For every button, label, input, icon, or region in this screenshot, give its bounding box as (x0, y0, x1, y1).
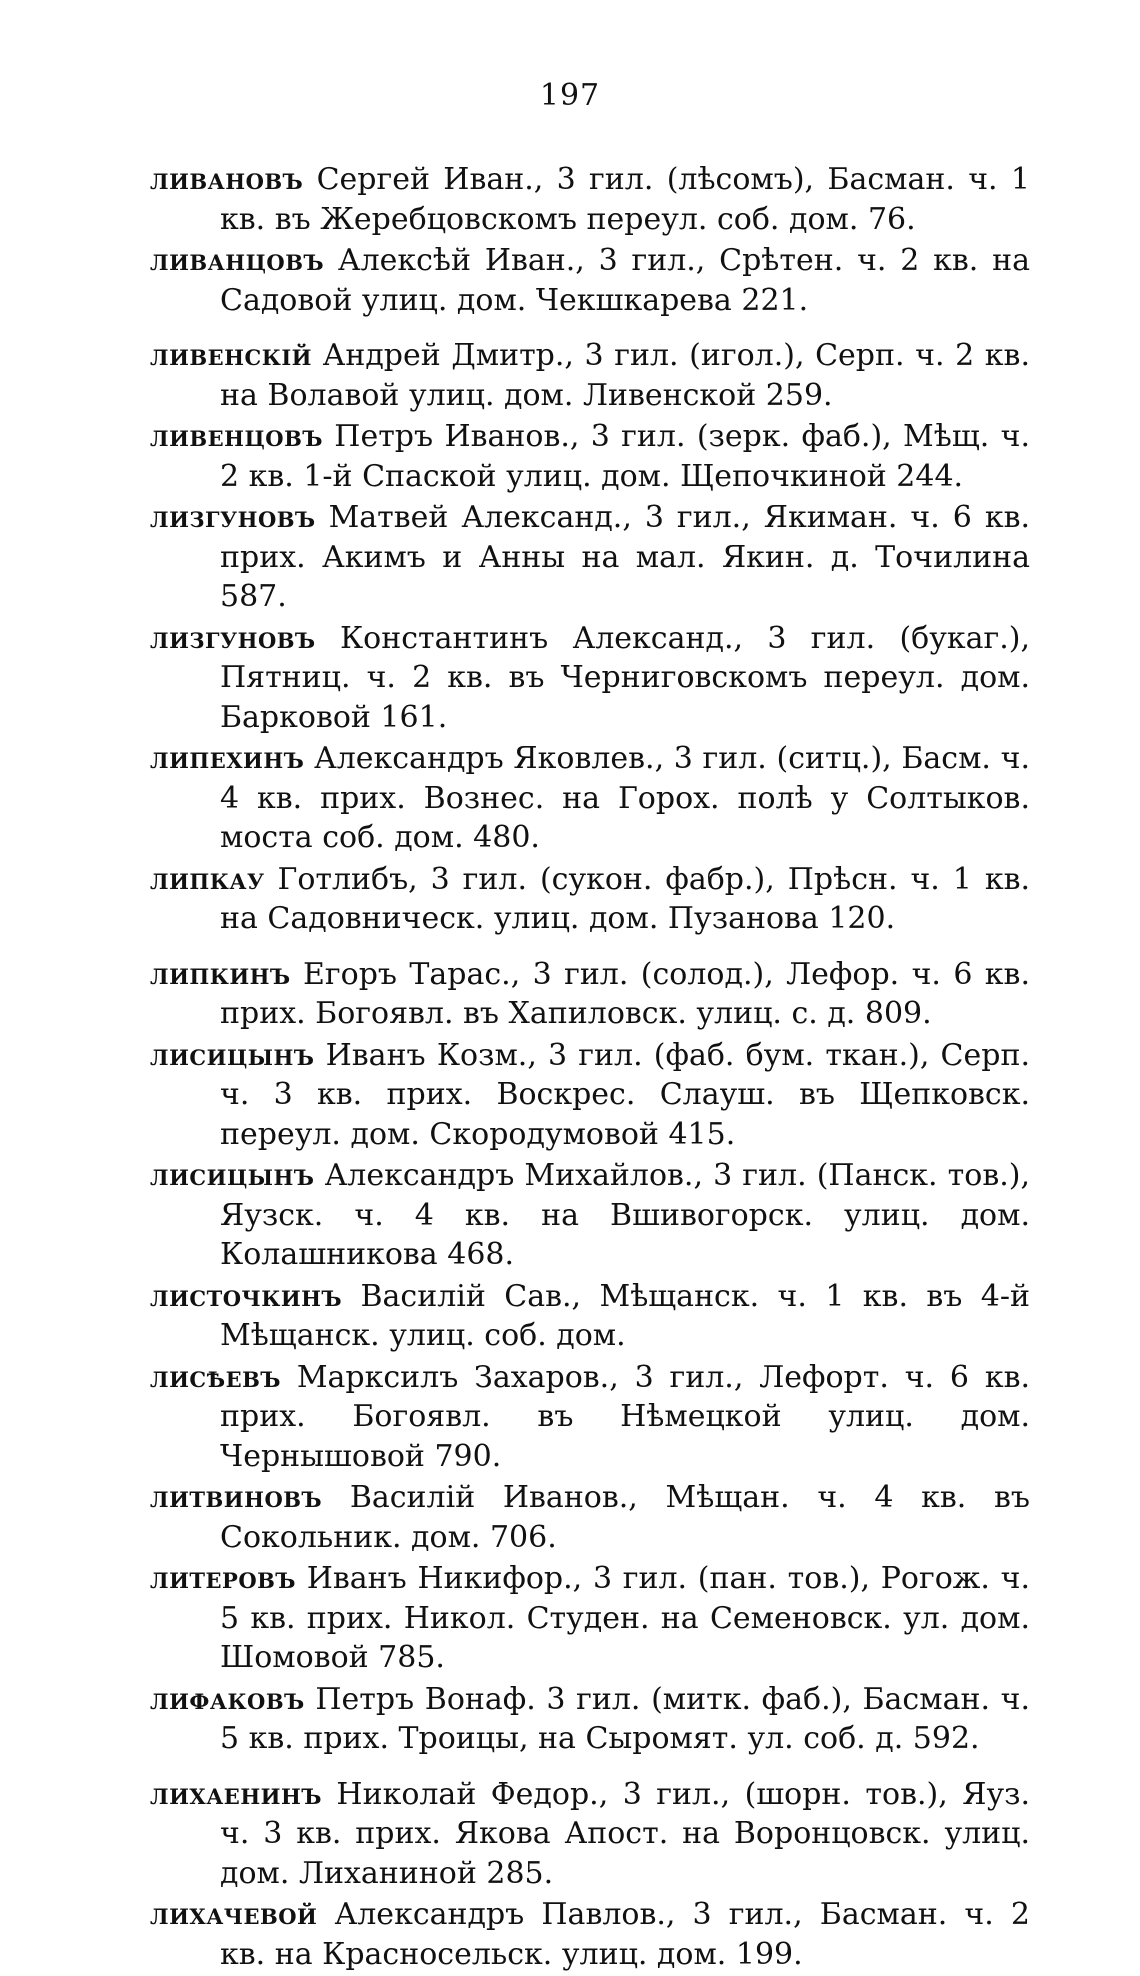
entry-surname: липкау (150, 861, 265, 897)
entry-details: Василій Иванов., Мѣщан. ч. 4 кв. въ Сокольник. дом. 706. (220, 1480, 1030, 1555)
directory-entry (150, 619, 1030, 738)
entry-details: Константинъ Александ., 3 гил. (букаг.), Пятниц. ч. 2 кв. въ Черниговскомъ переул. дом. Барковой 161. (220, 620, 1030, 735)
directory-entry (150, 417, 1030, 496)
directory-entry (150, 1156, 1030, 1275)
entry-details: Готлибъ, 3 гил. (сукон. фабр.), Прѣсн. ч. 1 кв. на Садовническ. улиц. дом. Пузанова 120. (220, 861, 1030, 936)
entry-details: Александръ Яковлев., 3 гил. (ситц.), Басм. ч. 4 кв. прих. Вознес. на Горох. полѣ у Солтыков. моста соб. дом. 480. (220, 741, 1030, 855)
entry-surname: лизгуновъ (150, 620, 316, 656)
entry-surname: ливанцовъ (150, 243, 325, 278)
page-number: 197 (539, 78, 601, 113)
entry-details: Петръ Иванов., 3 гил. (зерк. фаб.), Мѣщ. ч. 2 кв. 1-й Спаской улиц. дом. Щепочкиной 244. (220, 419, 1030, 494)
entry-surname: лифаковъ (150, 1681, 305, 1717)
entry-details: Андрей Дмитр., 3 гил. (игол.), Серп. ч. 2 кв. на Волавой улиц. дом. Ливенской 259. (220, 338, 1030, 413)
entry-surname: лихаенинъ (150, 1776, 322, 1812)
entry-details: Марксилъ Захаров., 3 гил., Лефорт. ч. 6 кв. прих. Богоявл. въ Нѣмецкой улиц. дом. Чернышовой 790. (220, 1359, 1030, 1474)
entry-surname: липехинъ (150, 741, 305, 776)
entry-details: Иванъ Козм., 3 гил. (фаб. бум. ткан.), Серп. ч. 3 кв. прих. Воскрес. Слауш. въ Щепковск. переул. дом. Скородумовой 415. (220, 1037, 1030, 1152)
entry-details: Егоръ Тарас., 3 гил. (солод.), Лефор. ч. 6 кв. прих. Богоявл. въ Хапиловск. улиц. с. д. 809. (220, 956, 1030, 1031)
entry-surname: ливановъ (150, 162, 304, 197)
entry-surname: лисицынъ (150, 1037, 315, 1073)
entry-details: Сергей Иван., 3 гил. (лѣсомъ), Басман. ч. 1 кв. въ Жеребцовскомъ переул. соб. дом. 76. (220, 162, 1030, 237)
entry-details: Иванъ Никифор., 3 гил. (пан. тов.), Рогож. ч. 5 кв. прих. Никол. Студен. на Семеновск. ул. дом. Шомовой 785. (220, 1561, 1030, 1675)
directory-entry (150, 1775, 1030, 1894)
entry-surname: липкинъ (150, 956, 291, 992)
directory-entry (150, 1680, 1030, 1759)
entry-surname: лисѣевъ (150, 1359, 281, 1395)
entry-surname: лизгуновъ (150, 500, 316, 535)
entry-surname: литеровъ (150, 1561, 296, 1596)
entry-details: Александръ Михайлов., 3 гил. (Панск. тов.), Яузск. ч. 4 кв. на Вшивогорск. улиц. дом. Колашникова 468. (220, 1158, 1030, 1272)
entry-surname: лихачевой (150, 1897, 318, 1932)
directory-entry (150, 955, 1030, 1034)
directory-entries (150, 160, 1030, 1976)
entry-surname: лисицынъ (150, 1158, 315, 1193)
entry-surname: листочкинъ (150, 1278, 343, 1314)
directory-entry (150, 160, 1030, 239)
directory-entry (150, 1895, 1030, 1974)
directory-entry (150, 739, 1030, 858)
entry-details: Александръ Павлов., 3 гил., Басман. ч. 2 кв. на Красносельск. улиц. дом. 199. (220, 1897, 1030, 1972)
entry-details: Алексѣй Иван., 3 гил., Срѣтен. ч. 2 кв. на Садовой улиц. дом. Чекшкарева 221. (220, 243, 1030, 318)
directory-entry (150, 498, 1030, 617)
directory-entry (150, 1358, 1030, 1477)
directory-entry (150, 1277, 1030, 1356)
entry-details: Петръ Вонаф. 3 гил. (митк. фаб.), Басман. ч. 5 кв. прих. Троицы, на Сыромят. ул. соб. д. 592. (220, 1681, 1030, 1756)
directory-entry (150, 1036, 1030, 1155)
entry-details: Василій Сав., Мѣщанск. ч. 1 кв. въ 4-й Мѣщанск. улиц. соб. дом. (220, 1278, 1030, 1353)
entry-details: Николай Федор., 3 гил., (шорн. тов.), Яуз. ч. 3 кв. прих. Якова Апост. на Воронцовск. улиц. дом. Лиханиной 285. (220, 1776, 1030, 1891)
entry-surname: ливенцовъ (150, 419, 323, 454)
directory-entry (150, 860, 1030, 939)
entry-surname: литвиновъ (150, 1480, 323, 1515)
directory-entry (150, 241, 1030, 320)
entry-surname: ливенскій (150, 338, 312, 373)
directory-entry (150, 1478, 1030, 1557)
directory-entry (150, 1559, 1030, 1678)
directory-entry (150, 336, 1030, 415)
entry-details: Матвей Александ., 3 гил., Якиман. ч. 6 кв. прих. Акимъ и Анны на мал. Якин. д. Точилина 587. (220, 500, 1030, 614)
